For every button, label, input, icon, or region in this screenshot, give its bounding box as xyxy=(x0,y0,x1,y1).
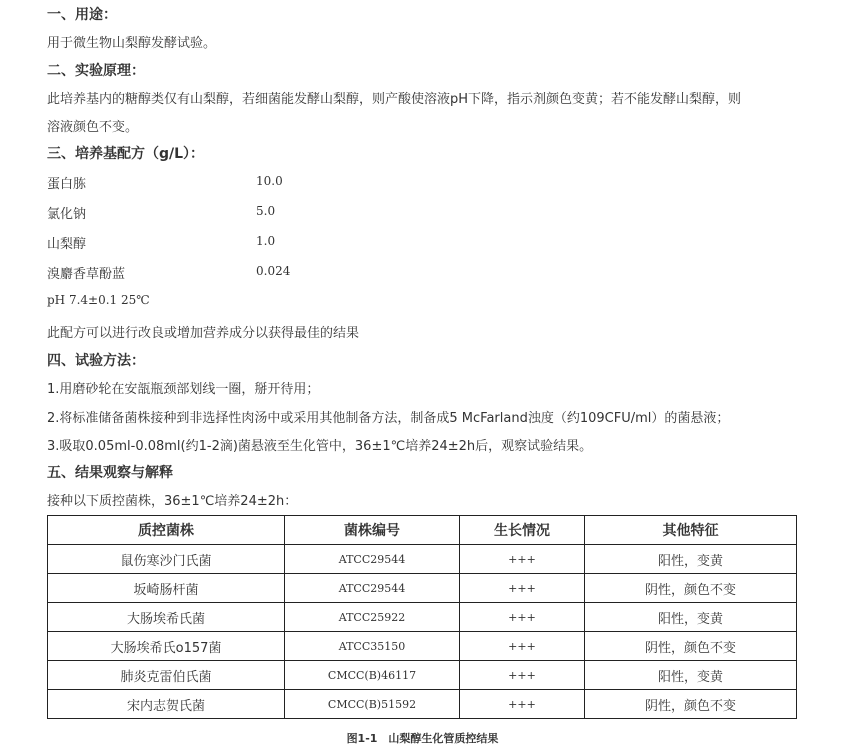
section-principle-text-2: 溶液颜色不变。 xyxy=(47,120,139,135)
header-code: 菌株编号 xyxy=(285,516,460,545)
formula-value-btb: 0.024 xyxy=(256,264,291,278)
table-row xyxy=(48,661,797,690)
cell-growth: +++ xyxy=(460,661,585,690)
formula-value-sorbitol: 1.0 xyxy=(256,234,276,248)
cell-code: CMCC(B)46117 xyxy=(285,661,460,690)
cell-feature: 阳性，变黄 xyxy=(585,661,797,690)
method-step-3: 3.吸取0.05ml-0.08ml(约1-2滴)菌悬液至生化管中，36±1℃培养24±2h后，观察试验结果。 xyxy=(47,439,593,454)
cell-feature: 阴性，颜色不变 xyxy=(585,574,797,603)
section-method-title: 四、试验方法： xyxy=(47,353,145,369)
results-intro: 接种以下质控菌株，36±1℃培养24±2h： xyxy=(47,494,298,509)
cell-strain: 鼠伤寒沙门氏菌 xyxy=(48,545,285,574)
formula-name-btb: 溴麝香草酚蓝 xyxy=(47,267,126,282)
qc-results-table xyxy=(47,515,797,719)
table-header-row xyxy=(48,516,797,545)
table-row xyxy=(48,574,797,603)
figure-caption: 图1-1 山梨醇生化管质控结果 xyxy=(346,732,499,745)
table-row xyxy=(48,690,797,719)
cell-feature: 阳性，变黄 xyxy=(585,603,797,632)
formula-note: 此配方可以进行改良或增加营养成分以获得最佳的结果 xyxy=(47,326,360,341)
cell-feature: 阴性，颜色不变 xyxy=(585,690,797,719)
cell-strain: 肺炎克雷伯氏菌 xyxy=(48,661,285,690)
formula-name-sorbitol: 山梨醇 xyxy=(47,237,87,252)
method-step-2: 2.将标准储备菌株接种到非选择性肉汤中或采用其他制备方法，制备成5 McFarland浊度（约109CFU/ml）的菌悬液； xyxy=(47,411,730,426)
table-row xyxy=(48,603,797,632)
header-growth: 生长情况 xyxy=(460,516,585,545)
section-results-title: 五、结果观察与解释 xyxy=(47,465,173,481)
cell-feature: 阴性，颜色不变 xyxy=(585,632,797,661)
cell-strain: 大肠埃希氏菌 xyxy=(48,603,285,632)
section-purpose-text: 用于微生物山梨醇发酵试验。 xyxy=(47,36,217,51)
cell-code: ATCC35150 xyxy=(285,632,460,661)
section-principle-text-1: 此培养基内的糖醇类仅有山梨醇，若细菌能发酵山梨醇，则产酸使溶液pH下降，指示剂颜色变黄；若不能发酵山梨醇，则 xyxy=(47,92,742,107)
formula-name-peptone: 蛋白胨 xyxy=(47,177,87,192)
cell-code: ATCC29544 xyxy=(285,574,460,603)
section-formula-title: 三、培养基配方（g/L）： xyxy=(47,146,205,162)
cell-growth: +++ xyxy=(460,690,585,719)
cell-growth: +++ xyxy=(460,603,585,632)
formula-value-nacl: 5.0 xyxy=(256,204,276,218)
ph-value: pH 7.4±0.1 25℃ xyxy=(47,293,150,307)
section-purpose-title: 一、用途： xyxy=(47,7,117,23)
cell-growth: +++ xyxy=(460,632,585,661)
formula-value-peptone: 10.0 xyxy=(256,174,283,188)
cell-growth: +++ xyxy=(460,574,585,603)
formula-name-nacl: 氯化钠 xyxy=(47,207,87,222)
cell-strain: 宋内志贺氏菌 xyxy=(48,690,285,719)
cell-strain: 大肠埃希氏o157菌 xyxy=(48,632,285,661)
cell-strain: 坂崎肠杆菌 xyxy=(48,574,285,603)
header-feature: 其他特征 xyxy=(585,516,797,545)
table-row xyxy=(48,545,797,574)
cell-code: ATCC29544 xyxy=(285,545,460,574)
cell-growth: +++ xyxy=(460,545,585,574)
cell-feature: 阳性，变黄 xyxy=(585,545,797,574)
method-step-1: 1.用磨砂轮在安瓿瓶颈部划线一圈，掰开待用； xyxy=(47,382,320,397)
cell-code: ATCC25922 xyxy=(285,603,460,632)
section-principle-title: 二、实验原理： xyxy=(47,63,145,79)
header-strain: 质控菌株 xyxy=(48,516,285,545)
table-row xyxy=(48,632,797,661)
cell-code: CMCC(B)51592 xyxy=(285,690,460,719)
